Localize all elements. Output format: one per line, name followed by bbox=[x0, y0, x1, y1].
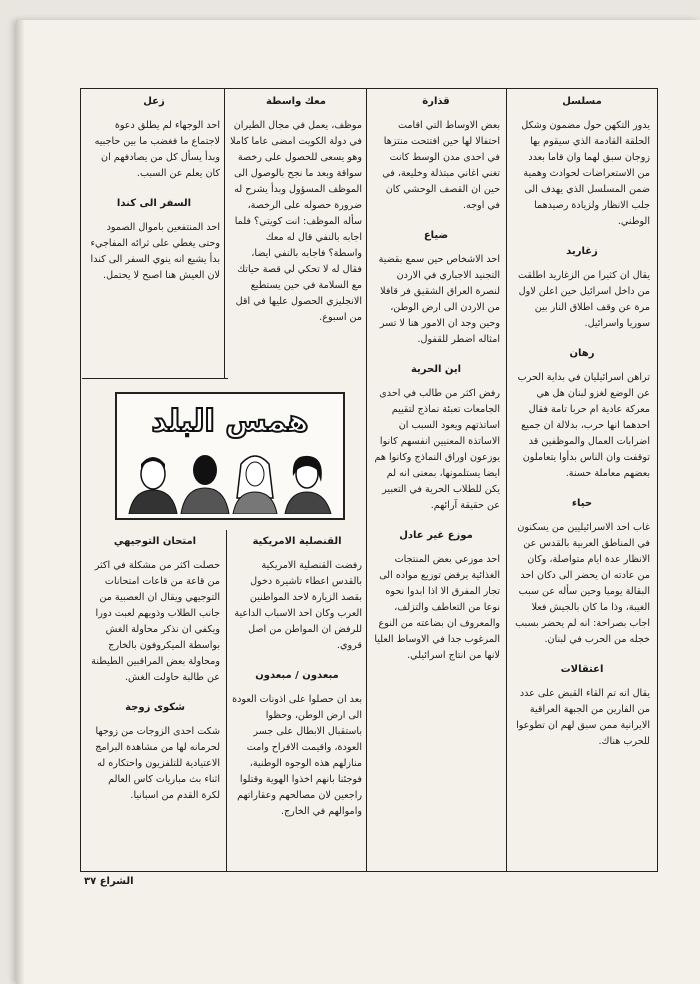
article-body: تراهن اسرائيليان في بداية الحرب عن الوضع لغزو لبنان هل هي معركة عادية ام حربا تامة فقال احدهما انها حرب، بدلالة ان جميع اضرابات العمال والموظفين قد توقفت وان الناس بدأوا يتعاملون بعضهم معاملة حسنة. bbox=[517, 372, 650, 479]
article-rihan bbox=[514, 346, 650, 482]
people-illustration bbox=[123, 448, 337, 514]
article-tawjihi bbox=[90, 534, 220, 686]
person-illustration bbox=[233, 456, 277, 514]
article-title: القنصلية الامريكية bbox=[252, 536, 342, 547]
article-title: امتحان التوجيهي bbox=[113, 536, 197, 547]
article-title: اعتقالات bbox=[560, 664, 604, 675]
article-body: رفضت القنصلية الامريكية بالقدس اعطاء تاشيرة دخول بقصد الزيارة لاحد المواطنين العرب وكان احد الاسباب الداعية للرفض ان المواطن من اصل قروي. bbox=[234, 560, 362, 651]
divider-col3-top bbox=[224, 88, 225, 378]
article-body: يدور التكهن حول مضمون وشكل الحلقة القادمة الذي سيقوم بها زوجان سبق لهما وان قاما بعدد من الاستعراضات لحوادث وهمية ضمن المسلسل الذي يهدف الى جلب الانظار ولزيادة رصيدهما الوطني. bbox=[521, 120, 650, 227]
article-title: رهان bbox=[569, 348, 595, 359]
article-ayna-alhurriya bbox=[372, 362, 500, 514]
article-consulate bbox=[232, 534, 362, 654]
column-3-bottom bbox=[232, 534, 362, 834]
article-title: موزع غير عادل bbox=[399, 530, 473, 541]
article-zaghareed bbox=[514, 244, 650, 332]
divider-col3-bottom bbox=[226, 530, 227, 872]
article-body: شكت احدى الزوجات من زوجها لحرمانه لها من مشاهدة البرامج الاعتيادية للتلفزيون واحتكاره له اثناء بث مباريات كاس العالم لكرة القدم من اسبانيا. bbox=[95, 726, 220, 801]
article-title: زعل bbox=[143, 96, 165, 107]
article-maak-wasta bbox=[230, 94, 362, 326]
article-title: معك واسطة bbox=[266, 96, 326, 107]
article-body: احد الوجهاء لم يطلق دعوة لاجتماع ما فغضب ما بين حاجبيه وبدأ يسأل كل من يصادفهم ان كان يعلم عن السبب. bbox=[94, 120, 220, 179]
page-binding bbox=[16, 20, 24, 984]
article-body: موظف، يعمل في مجال الطيران في دولة الكويت امضى عاما كاملا وهو يسعى للحصول على رخصة سواقة وبعد ما نجح بالوصول الى الموظف المسؤول وبدأ يشرح له ضرورة حصوله على الرخصة، سأله الموظف: انت كويتي؟ فلما اجابه بالنفي قال له معك واسطة؟ فاجابه بالنفي ايضا، فقال له لا تحكي لي قصة حياتك مع السلامة في حين يستطيع الانجليزي الحصول عليها في اقل من اسبوع. bbox=[230, 120, 362, 323]
article-itiqalat bbox=[514, 662, 650, 750]
column-1 bbox=[514, 94, 650, 764]
divider-horizontal-mid bbox=[82, 378, 228, 379]
divider-col1 bbox=[506, 88, 507, 872]
article-title: حياء bbox=[571, 498, 593, 509]
column-4-top bbox=[88, 94, 220, 298]
article-zawja bbox=[90, 700, 220, 804]
article-qathara bbox=[372, 94, 500, 214]
column-3-top bbox=[230, 94, 362, 340]
column-4-bottom bbox=[90, 534, 220, 818]
article-hayaa bbox=[514, 496, 650, 648]
column-2 bbox=[372, 94, 500, 678]
page-footer: الشراع ٣٧ bbox=[84, 876, 134, 887]
article-zaal bbox=[88, 94, 220, 182]
article-body: احد المنتفعين باموال الصمود وحتى يغطي على ثرائه المفاجيء بدأ يشيع انه ينوي السفر الى كندا لان العيش هنا اصبح لا يحتمل. bbox=[90, 222, 220, 281]
article-body: احد موزعي بعض المنتجات الغذائية يرفض توزيع مواده الى تجار المفرق الا اذا ابدوا نحوه نوعا من التعاطف والتزلف، والمعروف ان بضاعته من النوع المرغوب جدا في الاوساط العليا لانها من انتاج اسرائيلي. bbox=[374, 554, 500, 661]
article-body: يقال انه تم القاء القبض على عدد من الفارين من الجبهة العراقية الايرانية ممن سبق لهم ان تطوعوا للحرب هناك. bbox=[516, 688, 650, 747]
article-canada bbox=[88, 196, 220, 284]
section-logo-title: همس البلد bbox=[151, 404, 309, 439]
person-illustration bbox=[129, 457, 177, 514]
article-mubadoon bbox=[232, 668, 362, 820]
article-muwazzi bbox=[372, 528, 500, 664]
article-title: مبعدون / مبعدون bbox=[255, 670, 339, 681]
article-body: بعض الاوساط التي اقامت احتفالا لها حين افتتحت منتزها في احدى مدن الوسط كانت تغني اغاني مبتذلة وخليعة، في حين ان القصف الوحشي كان في اوجه. bbox=[382, 120, 500, 211]
article-body: رفض اكثر من طالب في احدى الجامعات تعبئة نماذج لتقييم اساتذتهم ويعود السبب ان الاساتذة المعنيين انفسهم كانوا يوزعون اوراق النماذج وكانوا هم ايضا يستلمونها، بمعنى انه لم يكن للطلاب الحرية في التعبير عن حقيقة آرائهم. bbox=[374, 388, 500, 511]
article-title: مسلسل bbox=[562, 96, 602, 107]
person-illustration bbox=[285, 456, 331, 514]
person-illustration bbox=[181, 455, 229, 514]
article-title: السفر الى كندا bbox=[116, 198, 192, 209]
article-body: بعد ان حصلوا على اذونات العودة الى ارض الوطن، وحظوا باستقبال الابطال على جسر العودة، واقيمت الافراح وامت منازلهم هذه الوجوه الوطنية، فوجئنا بانهم اخذوا الهوية وقتلوا راجعين لان مصالحهم وعقاراتهم واموالهم في الخارج. bbox=[232, 694, 362, 817]
article-title: زغاريد bbox=[566, 246, 598, 257]
article-title: قذارة bbox=[422, 96, 450, 107]
article-musalsal bbox=[514, 94, 650, 230]
section-logo-box bbox=[115, 392, 345, 520]
article-body: احد الاشخاص حين سمع بقضية التجنيد الاجباري في الاردن لنصرة العراق الشقيق فر قافلا من الاردن الى ارض الوطن، وحين وجد ان الامور هنا لا تسر امثاله اضطر للقفول. bbox=[378, 254, 500, 345]
divider-col2 bbox=[366, 88, 367, 872]
article-title: شكوى زوجة bbox=[125, 702, 185, 713]
article-body: حصلت اكثر من مشكلة في اكثر من قاعة من قاعات امتحانات التوجيهي ويقال ان العصبية من جانب الطلاب وذويهم لعبت دورا ويكفي ان نذكر محاولة الغش بواسطة الميكروفون بالخارج ومحاولة بعض المراقبين الطيطنة عن طالبة حاولت الغش. bbox=[91, 560, 220, 683]
article-body: غاب احد الاسرائيليين من يسكنون في المناطق العربية بالقدس عن الانظار عدة ايام متواصلة، وكان من عادته ان يحضر الى دكان احد البقالة يوميا وحين سأله عن سبب الغيبة، وذا ما كان بالجيش فعلا اجاب بصراحة: انه لم يحضر بسبب خجله من الحرب في لبنان. bbox=[515, 522, 650, 645]
article-title: ضياع bbox=[423, 230, 449, 241]
article-body: يقال ان كثيرا من الزغاريد اطلقت من داخل اسرائيل حين اعلن لاول مرة عن وقف اطلاق النار بين سوريا واسرائيل. bbox=[517, 270, 650, 329]
article-dayaa bbox=[372, 228, 500, 348]
article-title: اين الحرية bbox=[410, 364, 462, 375]
